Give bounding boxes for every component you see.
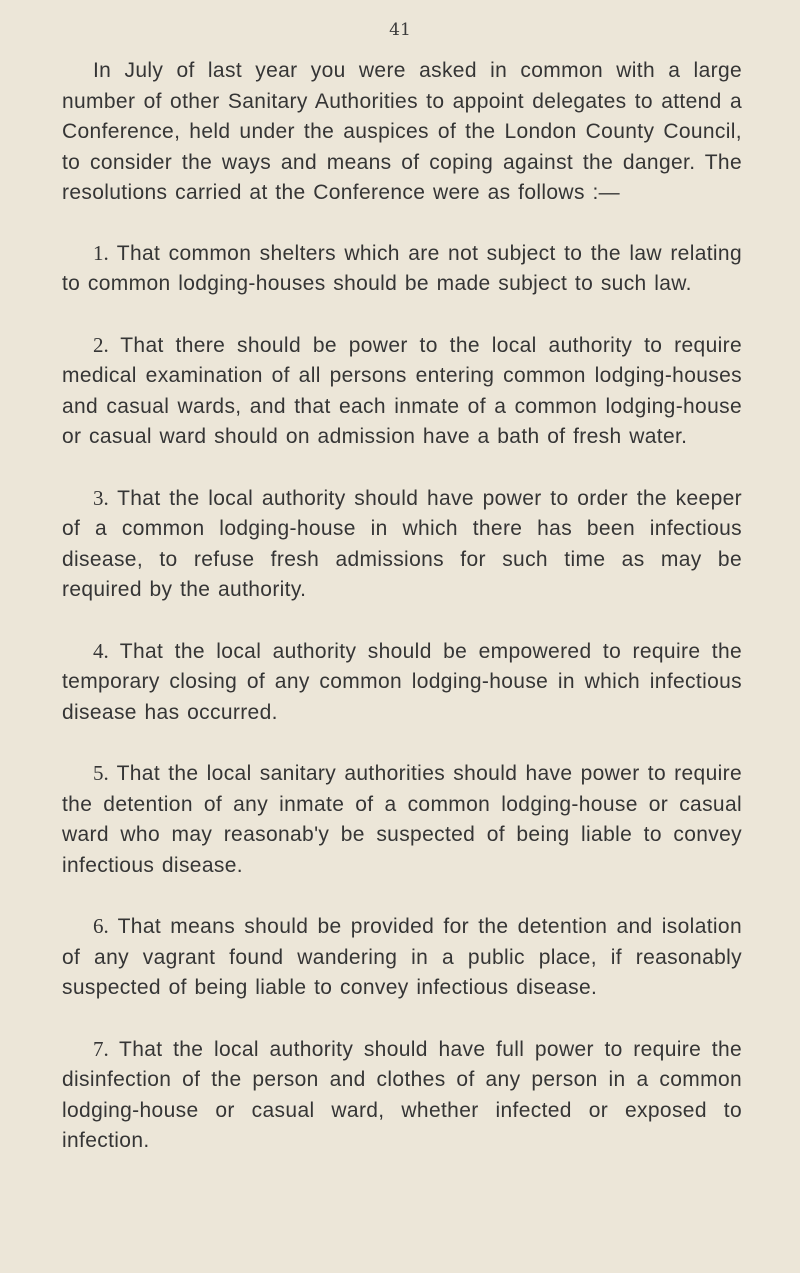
resolution-5 <box>62 758 742 881</box>
resolution-4 <box>62 636 742 729</box>
resolution-number: 1. <box>93 240 109 265</box>
resolution-1 <box>62 238 742 300</box>
resolution-text: That the local authority should have full power to require the disinfection of the person and clothes of any person in a common lodging-house or casual ward, whether infected or exposed to infection. <box>62 1037 743 1152</box>
resolution-number: 2. <box>93 332 109 357</box>
page-number: 41 <box>389 20 411 40</box>
resolution-number: 7. <box>93 1036 109 1061</box>
resolution-6 <box>62 911 742 1004</box>
intro-paragraph: In July of last year you were asked in common with a large number of other Sanitary Authorities to appoint delegates to attend a Conference, held under the auspices of the London County Council, to consider the ways and means of coping against the danger. The resolutions carried at the Conference were as follows :— <box>62 59 742 204</box>
resolution-text: That common shelters which are not subject to the law relating to common lodging-houses should be made subject to such law. <box>62 241 742 295</box>
page-body <box>62 56 742 1157</box>
resolution-2 <box>62 330 742 453</box>
resolution-text: That the local sanitary authorities should have power to require the detention of any inmate of a common lodging-house or casual ward who may reasonab'y be suspected of being liable to convey infectious disease. <box>62 762 742 877</box>
resolution-text: That the local authority should be empowered to require the temporary closing of any common lodging-house in which infectious disease has occurred. <box>62 639 742 724</box>
resolution-3 <box>62 483 742 606</box>
resolution-number: 4. <box>93 638 109 663</box>
resolution-text: That there should be power to the local authority to require medical examination of all persons entering common lodging-houses and casual wards, and that each inmate of a common lodging-house or casual ward should on admission have a bath of fresh water. <box>62 333 742 448</box>
resolution-number: 3. <box>93 485 109 510</box>
resolution-number: 5. <box>93 761 109 785</box>
resolution-number: 6. <box>93 914 109 938</box>
resolution-text: That means should be provided for the detention and isolation of any vagrant found wandering in a public place, if reasonably suspected of being liable to convey infectious disease. <box>62 915 742 999</box>
resolution-7 <box>62 1034 742 1157</box>
resolution-text: That the local authority should have power to order the keeper of a common lodging-house in which there has been infectious disease, to refuse fresh admissions for such time as may be required by the authority. <box>62 486 742 601</box>
